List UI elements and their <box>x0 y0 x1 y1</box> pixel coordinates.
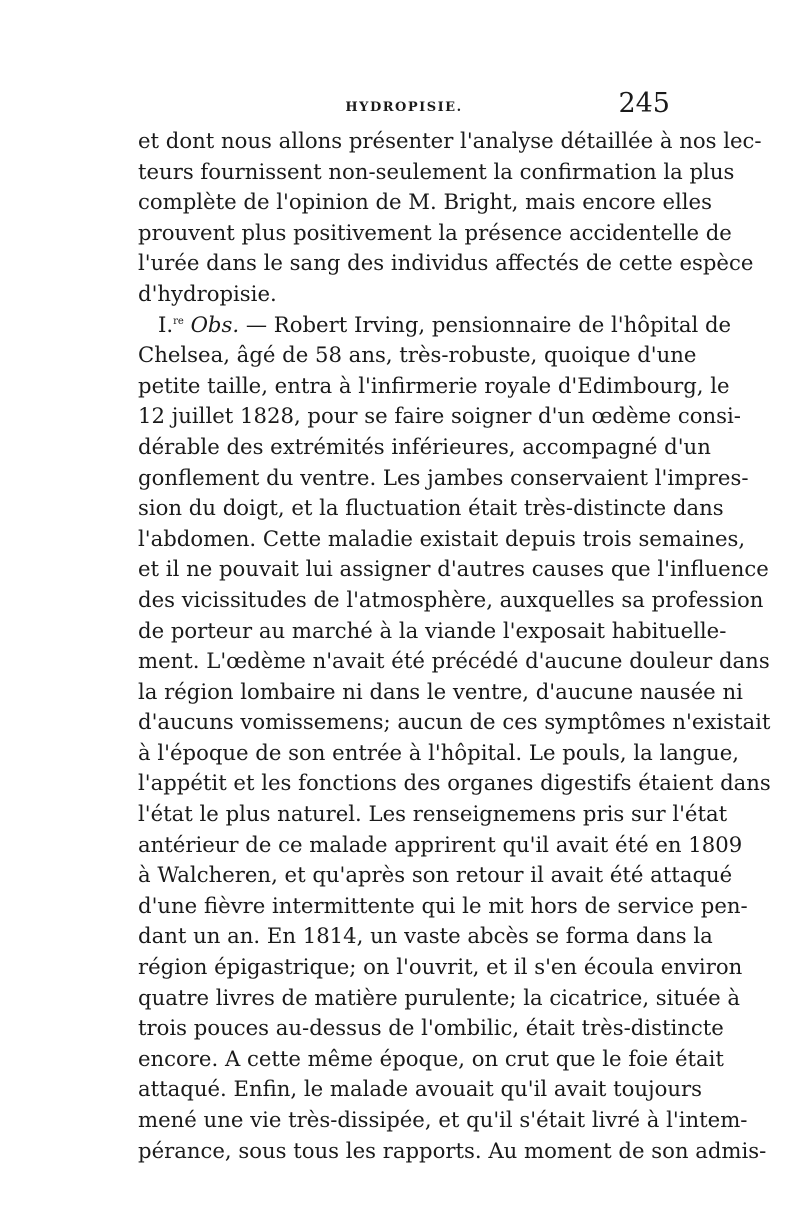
text-line: gonflement du ventre. Les jambes conservaient l'impres- <box>138 464 749 490</box>
text-line: 12 juillet 1828, pour se faire soigner d'un œdème consi- <box>138 403 741 429</box>
text-line: l'état le plus naturel. Les renseignemens pris sur l'état <box>138 801 728 827</box>
text-line: et dont nous allons présenter l'analyse détaillée à nos lec- <box>138 128 762 153</box>
observation-heading-line <box>138 310 732 341</box>
observation-line-rest: — Robert Irving, pensionnaire de l'hôpital de <box>245 311 732 337</box>
text-line: l'appétit et les fonctions des organes digestifs étaient dans <box>138 770 771 796</box>
text-line: dérable des extrémités inférieures, accompagné d'un <box>138 433 711 459</box>
text-line: petite taille, entra à l'infirmerie royale d'Edimbourg, le <box>138 372 730 398</box>
text-line: à Walcheren, et qu'après son retour il avait été attaqué <box>138 862 733 888</box>
text-line: et il ne pouvait lui assigner d'autres causes que l'influence <box>138 556 769 582</box>
text-line: l'urée dans le sang des individus affectés de cette espèce <box>138 250 754 276</box>
text-line: teurs fournissent non-seulement la confirmation la plus <box>138 158 735 184</box>
text-line: Chelsea, âgé de 58 ans, très-robuste, quoique d'une <box>138 342 697 368</box>
text-line: dant un an. En 1814, un vaste abcès se forma dans la <box>138 923 713 949</box>
body-text <box>138 126 771 1166</box>
text-line: région épigastrique; on l'ouvrit, et il s'en écoula environ <box>138 954 743 980</box>
text-line: complète de l'opinion de M. Bright, mais encore elles <box>138 189 712 215</box>
observation-superscript: re <box>173 315 184 327</box>
text-line: la région lombaire ni dans le ventre, d'aucune nausée ni <box>138 678 743 704</box>
text-line: d'aucuns vomissemens; aucun de ces symptômes n'existait <box>138 709 771 735</box>
running-title: HYDROPISIE. <box>345 100 463 115</box>
text-line: d'une fièvre intermittente qui le mit hors de service pen- <box>138 892 748 918</box>
observation-abbrev: Obs. <box>190 311 240 337</box>
text-line: mené une vie très-dissipée, et qu'il s'était livré à l'intem- <box>138 1107 748 1132</box>
page-number: 245 <box>618 88 670 119</box>
observation-number: I. <box>158 311 174 337</box>
running-head <box>138 88 670 128</box>
text-line: antérieur de ce malade apprirent qu'il avait été en 1809 <box>138 831 743 857</box>
text-line: pérance, sous tous les rapports. Au moment de son admis- <box>138 1137 767 1163</box>
text-line: attaqué. Enfin, le malade avouait qu'il avait toujours <box>138 1076 703 1102</box>
text-line: ment. L'œdème n'avait été précédé d'aucune douleur dans <box>138 648 770 674</box>
text-line: quatre livres de matière purulente; la cicatrice, située à <box>138 984 741 1010</box>
text-line: d'hydropisie. <box>138 280 277 306</box>
text-line: des vicissitudes de l'atmosphère, auxquelles sa profession <box>138 586 764 612</box>
text-line: de porteur au marché à la viande l'exposait habituelle- <box>138 617 727 643</box>
text-line: prouvent plus positivement la présence accidentelle de <box>138 219 732 245</box>
text-line: à l'époque de son entrée à l'hôpital. Le pouls, la langue, <box>138 739 739 765</box>
text-line: sion du doigt, et la fluctuation était très-distincte dans <box>138 495 724 521</box>
text-line: trois pouces au-dessus de l'ombilic, était très-distincte <box>138 1015 724 1041</box>
text-line: encore. A cette même époque, on crut que le foie était <box>138 1045 724 1071</box>
text-line: l'abdomen. Cette maladie existait depuis trois semaines, <box>138 525 746 551</box>
